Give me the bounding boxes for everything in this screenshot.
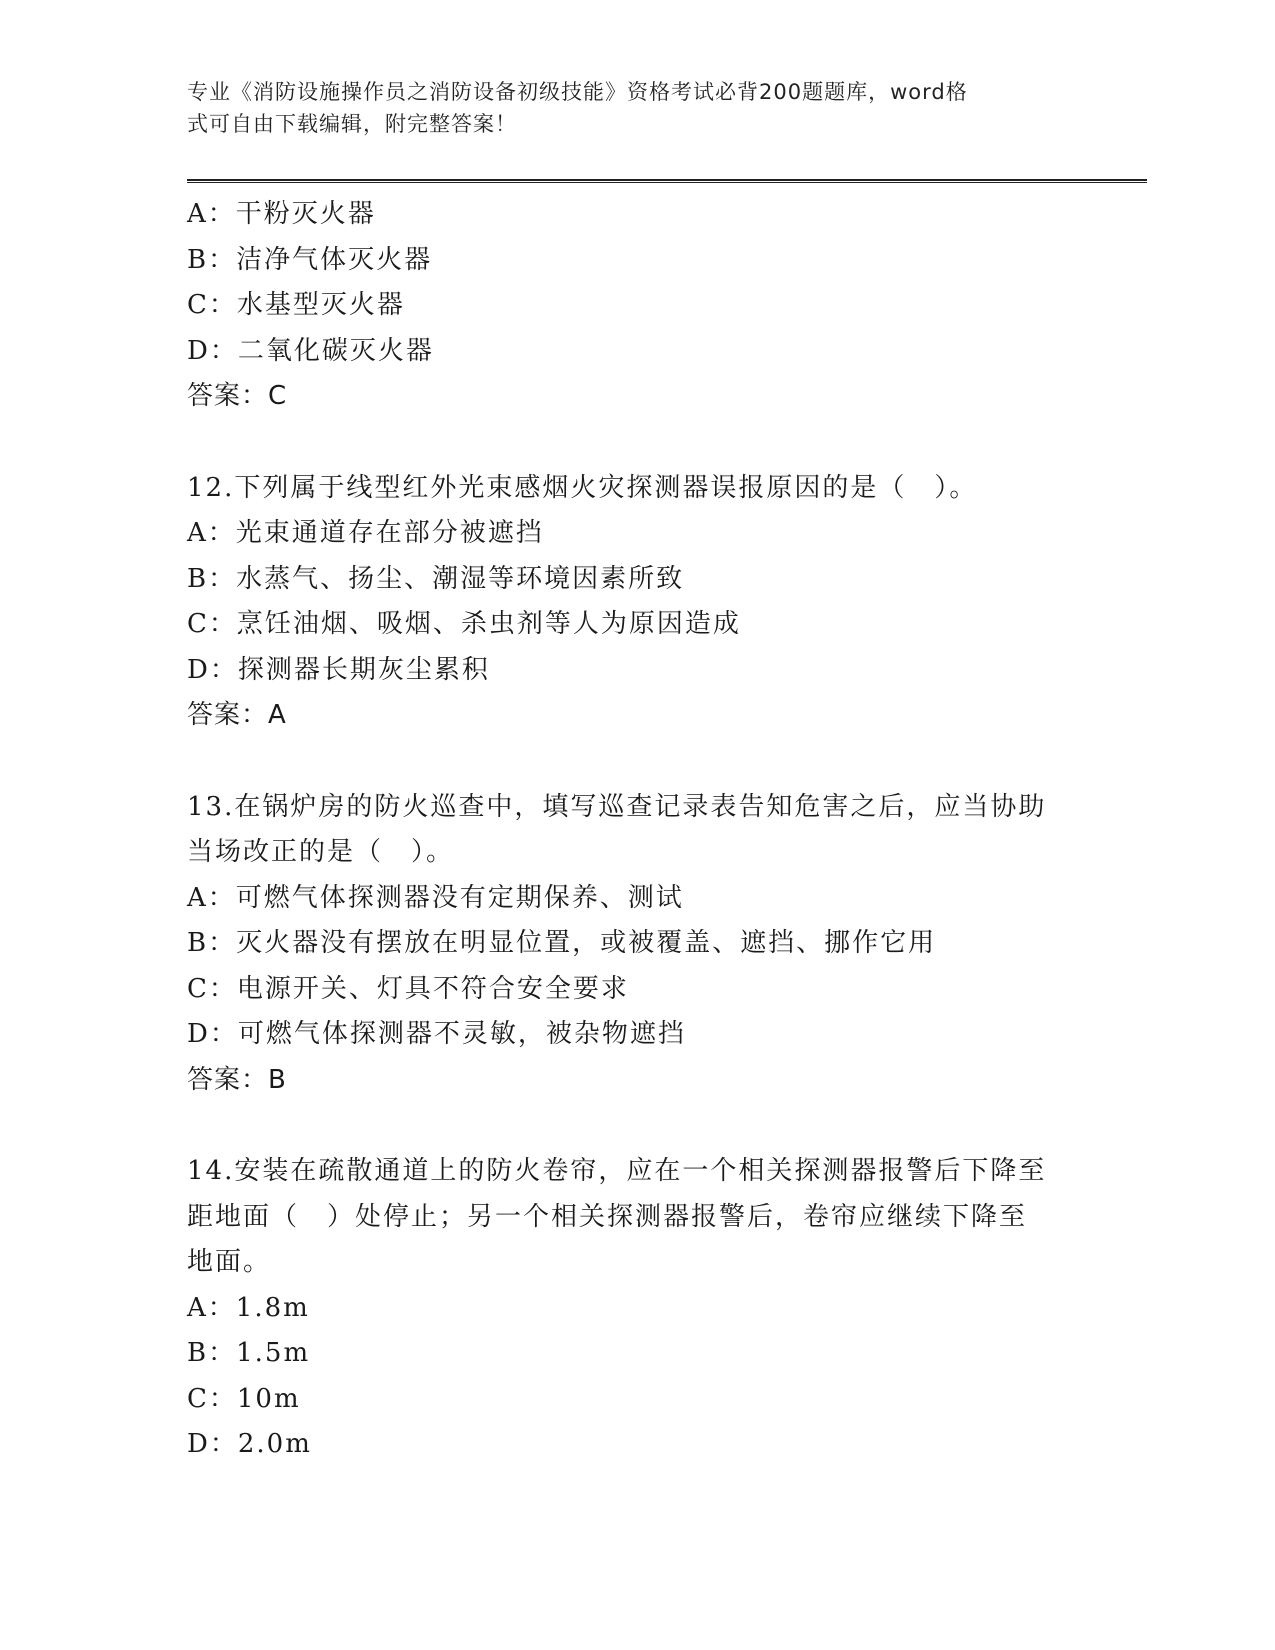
option-d: D：二氧化碳灭火器 [187,335,434,366]
option-c: C：烹饪油烟、吸烟、杀虫剂等人为原因造成 [187,609,741,639]
option-d: D：2.0m [187,1429,312,1459]
question-12 [187,466,1087,739]
question-text: 12.下列属于线型红外光束感烟火灾探测器误报原因的是（ ）。 [187,472,978,503]
question-text-line-1: 14.安装在疏散通道上的防火卷帘，应在一个相关探测器报警后下降至 [187,1156,1047,1186]
option-c: C：电源开关、灯具不符合安全要求 [187,973,629,1004]
answer: 答案：C [187,381,288,411]
answer: 答案：B [187,1064,287,1095]
header-line-2: 式可自由下载编辑，附完整答案！ [187,112,517,136]
option-d: D：可燃气体探测器不灵敏，被杂物遮挡 [187,1019,686,1049]
option-c: C：水基型灭火器 [187,290,405,320]
question-text-line-2: 当场改正的是（ ）。 [187,837,455,867]
question-13 [187,785,1087,1104]
option-b: B：1.5m [187,1338,311,1368]
option-b: B：水蒸气、扬尘、潮湿等环境因素所致 [187,563,685,594]
header-line-1: 专业《消防设施操作员之消防设备初级技能》资格考试必背200题题库，word格 [187,80,968,104]
option-a: A：干粉灭火器 [187,199,376,229]
question-list [187,192,1087,1468]
document-header [187,76,1067,140]
option-b: B：灭火器没有摆放在明显位置，或被覆盖、遮挡、挪作它用 [187,928,937,958]
question-11 [187,192,1087,420]
option-b: B：洁净气体灭火器 [187,244,433,275]
question-14 [187,1149,1087,1468]
option-c: C：10m [187,1383,301,1414]
header-divider [187,179,1147,183]
option-a: A：1.8m [187,1292,310,1323]
option-d: D：探测器长期灰尘累积 [187,654,490,685]
option-a: A：可燃气体探测器没有定期保养、测试 [187,882,684,913]
answer: 答案：A [187,700,287,730]
question-text-line-1: 13.在锅炉房的防火巡查中，填写巡查记录表告知危害之后，应当协助 [187,791,1047,822]
question-text-line-3: 地面。 [187,1247,272,1277]
option-a: A：光束通道存在部分被遮挡 [187,518,544,548]
question-text-line-2: 距地面（ ）处停止；另一个相关探测器报警后，卷帘应继续下降至 [187,1201,1028,1232]
